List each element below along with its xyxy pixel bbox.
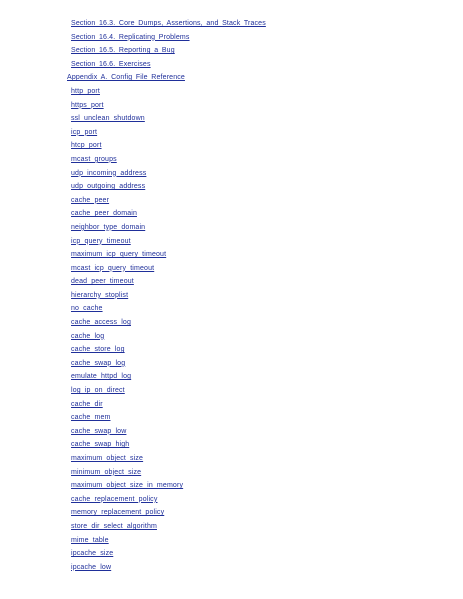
toc-config-entry bbox=[0, 479, 463, 493]
toc-config-link[interactable]: cache_swap_low bbox=[71, 427, 127, 435]
toc-config-entry bbox=[0, 302, 463, 316]
toc-config-link[interactable]: udp_incoming_address bbox=[71, 169, 147, 177]
toc-config-entry bbox=[0, 275, 463, 289]
toc-config-entry bbox=[0, 520, 463, 534]
appendix-item-list bbox=[0, 85, 463, 574]
table-of-contents bbox=[0, 17, 463, 574]
toc-config-link[interactable]: cache_log bbox=[71, 332, 105, 340]
toc-config-link[interactable]: log_ip_on_direct bbox=[71, 387, 125, 395]
toc-config-entry bbox=[0, 180, 463, 194]
toc-config-link[interactable]: ssl_unclean_shutdown bbox=[71, 115, 145, 123]
toc-config-entry bbox=[0, 262, 463, 276]
toc-config-link[interactable]: icp_port bbox=[71, 128, 98, 136]
toc-config-entry bbox=[0, 534, 463, 548]
toc-config-entry bbox=[0, 85, 463, 99]
toc-config-link[interactable]: https_port bbox=[71, 101, 104, 109]
toc-config-link[interactable]: ipcache_size bbox=[71, 550, 114, 558]
toc-config-entry bbox=[0, 289, 463, 303]
toc-config-link[interactable]: maximum_object_size_in_memory bbox=[71, 482, 184, 490]
toc-config-link[interactable]: mcast_icp_query_timeout bbox=[71, 264, 155, 272]
toc-config-link[interactable]: http_port bbox=[71, 87, 100, 95]
toc-config-link[interactable]: neighbor_type_domain bbox=[71, 223, 146, 231]
toc-config-link[interactable]: minimum_object_size bbox=[71, 468, 142, 476]
toc-config-link[interactable]: cache_store_log bbox=[71, 346, 125, 354]
toc-config-entry bbox=[0, 112, 463, 126]
toc-config-link[interactable]: no_cache bbox=[71, 305, 103, 313]
toc-config-link[interactable]: maximum_icp_query_timeout bbox=[71, 251, 167, 259]
toc-config-link[interactable]: cache_dir bbox=[71, 400, 103, 408]
toc-config-link[interactable]: htcp_port bbox=[71, 142, 102, 150]
toc-config-link[interactable]: mcast_groups bbox=[71, 155, 117, 163]
toc-config-entry bbox=[0, 153, 463, 167]
toc-config-link[interactable]: memory_replacement_policy bbox=[71, 509, 165, 517]
toc-section-link[interactable]: Section 16.5. Reporting a Bug bbox=[71, 47, 175, 55]
toc-appendix-link[interactable]: Appendix A. Config File Reference bbox=[67, 74, 185, 82]
toc-section-link[interactable]: Section 16.3. Core Dumps, Assertions, and Stack Traces bbox=[71, 20, 266, 27]
toc-config-link[interactable]: cache_swap_log bbox=[71, 359, 126, 367]
toc-section-link[interactable]: Section 16.4. Replicating Problems bbox=[71, 33, 190, 41]
toc-config-entry bbox=[0, 248, 463, 262]
toc-config-entry bbox=[0, 384, 463, 398]
toc-config-link[interactable]: cache_swap_high bbox=[71, 441, 130, 449]
toc-config-entry bbox=[0, 207, 463, 221]
toc-config-entry bbox=[0, 561, 463, 575]
toc-config-link[interactable]: cache_access_log bbox=[71, 319, 131, 327]
toc-config-entry bbox=[0, 126, 463, 140]
toc-config-entry bbox=[0, 398, 463, 412]
toc-config-link[interactable]: maximum_object_size bbox=[71, 455, 144, 462]
toc-config-entry bbox=[0, 316, 463, 330]
toc-config-entry bbox=[0, 370, 463, 384]
toc-config-entry bbox=[0, 506, 463, 520]
toc-config-link[interactable]: cache_replacement_policy bbox=[71, 495, 158, 503]
toc-config-link[interactable]: udp_outgoing_address bbox=[71, 183, 146, 191]
toc-config-entry bbox=[0, 357, 463, 371]
toc-config-entry bbox=[0, 99, 463, 113]
toc-config-entry bbox=[0, 466, 463, 480]
toc-config-entry bbox=[0, 452, 463, 466]
toc-config-link[interactable]: icp_query_timeout bbox=[71, 237, 131, 245]
toc-config-link[interactable]: cache_peer_domain bbox=[71, 210, 137, 218]
toc-config-entry bbox=[0, 343, 463, 357]
toc-section-entry bbox=[0, 58, 463, 72]
toc-config-entry bbox=[0, 493, 463, 507]
toc-config-entry bbox=[0, 425, 463, 439]
toc-config-entry bbox=[0, 139, 463, 153]
toc-config-entry bbox=[0, 438, 463, 452]
toc-config-entry bbox=[0, 235, 463, 249]
toc-section-entry bbox=[0, 31, 463, 45]
toc-config-link[interactable]: ipcache_low bbox=[71, 563, 112, 571]
toc-config-link[interactable]: cache_peer bbox=[71, 196, 110, 204]
toc-config-entry bbox=[0, 411, 463, 425]
toc-config-entry bbox=[0, 330, 463, 344]
toc-config-link[interactable]: mime_table bbox=[71, 536, 109, 544]
toc-config-entry bbox=[0, 194, 463, 208]
toc-config-link[interactable]: emulate_httpd_log bbox=[71, 373, 132, 381]
toc-section-entry bbox=[0, 44, 463, 58]
toc-config-link[interactable]: hierarchy_stoplist bbox=[71, 291, 129, 299]
toc-config-entry bbox=[0, 167, 463, 181]
toc-config-entry bbox=[0, 221, 463, 235]
toc-section-entry bbox=[0, 17, 463, 31]
toc-config-link[interactable]: dead_peer_timeout bbox=[71, 278, 134, 286]
toc-config-entry bbox=[0, 547, 463, 561]
toc-appendix-entry bbox=[0, 71, 463, 85]
toc-section-link[interactable]: Section 16.6. Exercises bbox=[71, 60, 151, 68]
toc-config-link[interactable]: cache_mem bbox=[71, 414, 111, 422]
toc-config-link[interactable]: store_dir_select_algorithm bbox=[71, 522, 157, 530]
